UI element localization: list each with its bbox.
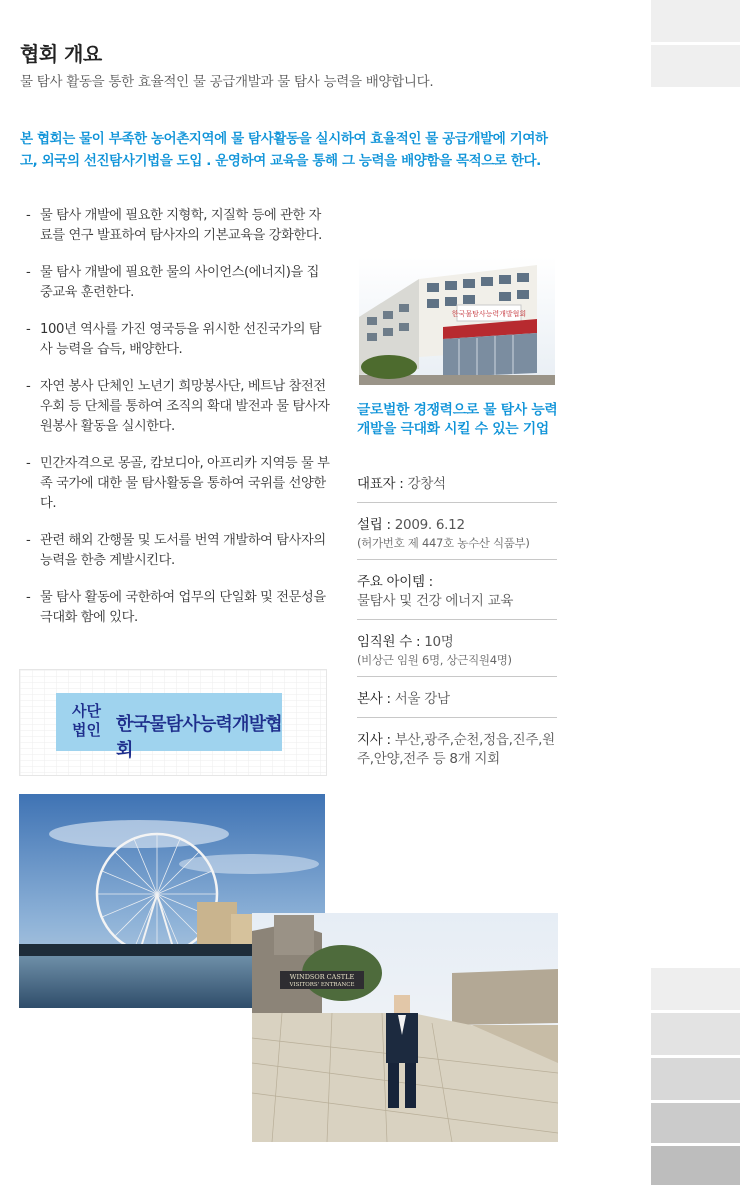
list-item-text: 물 탐사 개발에 필요한 지형학, 지질학 등에 관한 자료를 연구 발표하여 탐사자의 기본교육을 강화한다. <box>40 208 322 243</box>
list-item <box>26 263 331 303</box>
info-label: 설립 : <box>357 517 391 533</box>
side-tab-bottom-4 <box>651 1103 740 1143</box>
list-item <box>26 531 331 571</box>
info-value: 물탐사 및 건강 에너지 교육 <box>357 593 514 609</box>
list-item-text: 자연 봉사 단체인 노년기 희망봉사단, 베트남 참전전우회 등 단체를 통하여 조직의 확대 발전과 물 탐사자원봉사 활동을 실시한다. <box>40 379 330 434</box>
info-value: 서울 강남 <box>394 691 450 707</box>
list-item <box>26 588 331 628</box>
association-name: 한국물탐사능력개발협회 <box>116 714 282 761</box>
list-item-text: 관련 해외 간행물 및 도서를 번역 개발하여 탐사자의 능력을 한층 계발시킨다. <box>40 533 326 568</box>
list-item-text: 100년 역사를 가진 영국등을 위시한 선진국가의 탐사 능력을 습득, 배양한다. <box>40 322 322 357</box>
info-ceo <box>357 472 557 503</box>
bullet-dash: - <box>26 208 31 223</box>
banner-small-text <box>72 702 101 740</box>
side-tab-bottom-3 <box>651 1058 740 1100</box>
list-item <box>26 320 331 360</box>
side-tab-top-1 <box>651 0 740 42</box>
info-main-items <box>357 570 557 620</box>
info-note: (허가번호 제 447호 농수산 식품부) <box>357 536 530 550</box>
list-item-text: 물 탐사 활동에 국한하여 업무의 단일화 및 전문성을 극대화 함에 있다. <box>40 590 326 625</box>
bullet-dash: - <box>26 590 31 605</box>
side-tab-bottom-1 <box>651 968 740 1010</box>
banner-small-line: 법인 <box>72 721 101 739</box>
side-tab-bottom-5 <box>651 1146 740 1185</box>
side-tab-top-2 <box>651 45 740 87</box>
building-sign-text: 한국물탐사능력개발협회 <box>451 310 527 318</box>
info-value: 강창석 <box>407 476 446 492</box>
list-item-text: 민간자격으로 몽골, 캄보디아, 아프리카 지역등 물 부족 국가에 대한 물 탐사활동을 통하여 국위를 선양한다. <box>40 456 330 511</box>
association-name-box <box>56 693 282 761</box>
info-note: (비상근 임원 6명, 상근직원4명) <box>357 653 512 667</box>
info-label: 주요 아이템 : <box>357 574 433 590</box>
info-staff <box>357 630 557 677</box>
bullet-dash: - <box>26 456 31 471</box>
bullet-dash: - <box>26 379 31 394</box>
building-photo <box>359 257 555 385</box>
info-label: 대표자 : <box>357 476 404 492</box>
banner-small-line: 사단 <box>72 702 101 720</box>
info-label: 본사 : <box>357 691 391 707</box>
side-tab-bottom-2 <box>651 1013 740 1055</box>
page-title: 협회 개요 <box>20 42 102 66</box>
info-value: 부산,광주,순천,정읍,진주,원주,안양,전주 등 8개 지회 <box>357 732 555 767</box>
info-label: 임직원 수 : <box>357 634 421 650</box>
info-label: 지사 : <box>357 732 391 748</box>
company-slogan: 글로벌한 경쟁력으로 물 탐사 능력 개발을 극대화 시킬 수 있는 기업 <box>357 402 558 437</box>
list-item <box>26 377 331 437</box>
list-item <box>26 454 331 514</box>
bullet-dash: - <box>26 265 31 280</box>
info-headquarters <box>357 687 557 718</box>
windsor-sign-line2: VISITORS' ENTRANCE <box>289 982 355 988</box>
info-value: 2009. 6.12 <box>394 517 465 533</box>
purpose-list <box>26 206 331 645</box>
windsor-castle-photo <box>252 913 558 1142</box>
info-founded <box>357 513 557 560</box>
bullet-dash: - <box>26 322 31 337</box>
page-subtitle: 물 탐사 활동을 통한 효율적인 물 공급개발과 물 탐사 능력을 배양합니다. <box>20 74 434 90</box>
windsor-sign-line1: WINDSOR CASTLE <box>289 973 355 981</box>
info-branches <box>357 728 557 777</box>
association-banner <box>19 669 327 776</box>
info-value: 10명 <box>424 634 454 650</box>
company-info <box>357 472 557 787</box>
list-item-text: 물 탐사 개발에 필요한 물의 사이언스(에너지)을 집중교육 훈련한다. <box>40 265 320 300</box>
bullet-dash: - <box>26 533 31 548</box>
intro-text: 본 협회는 물이 부족한 농어촌지역에 물 탐사활동을 실시하여 효율적인 물 공급개발에 기여하고, 외국의 선진탐사기법을 도입 . 운영하여 교육을 통해 그 능력을 배양함을 목적으로 한다. <box>20 131 548 169</box>
list-item <box>26 206 331 246</box>
